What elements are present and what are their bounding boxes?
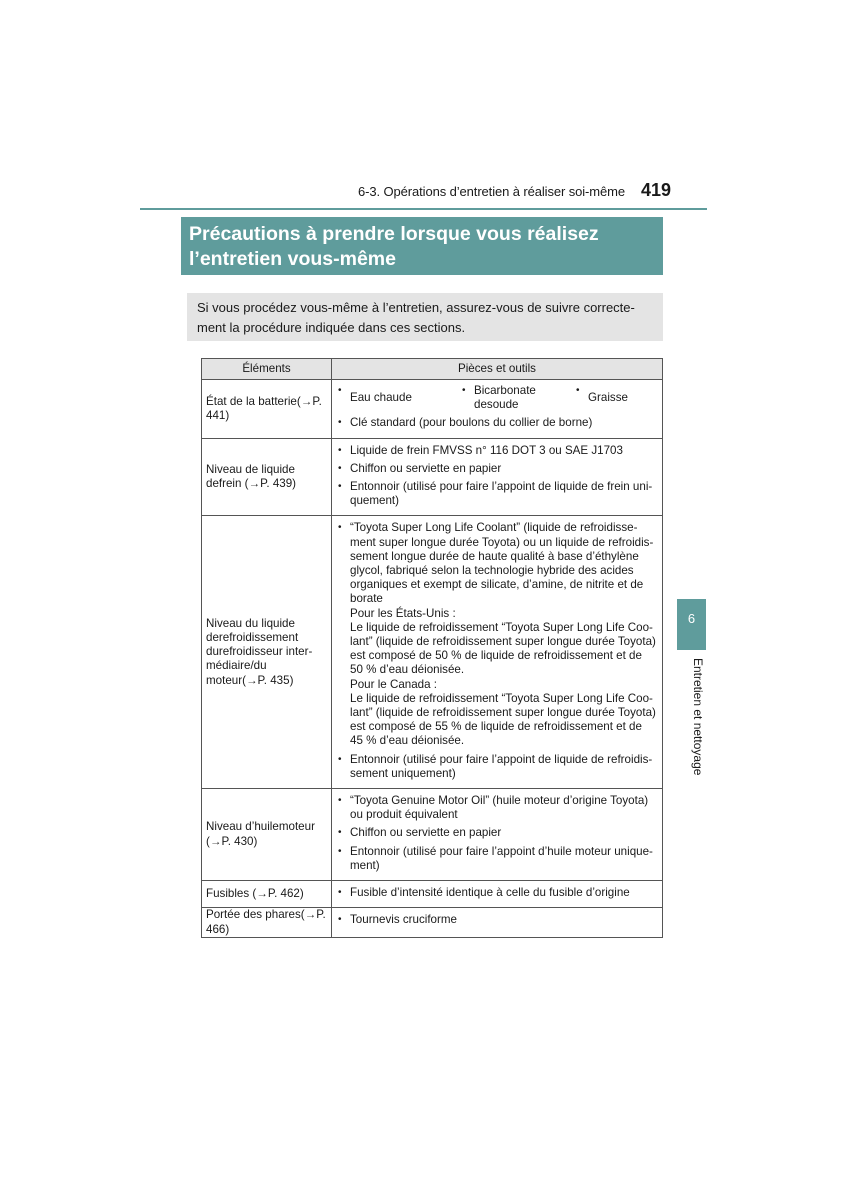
parts-cell: [332, 516, 663, 789]
page-number: 419: [640, 180, 671, 200]
element-line: Niveau de liquide de: [206, 462, 295, 491]
element-line: Fusibles (→P. 462): [206, 887, 304, 901]
item-line: borate: [350, 592, 383, 606]
item-line: glycol, fabriqué selon la technologie hybride des acides: [350, 564, 634, 578]
item-line: sement uniquement): [350, 766, 456, 780]
intro-note: [187, 293, 663, 341]
item-line: Bicarbonate de: [474, 384, 536, 412]
section-heading: [181, 217, 663, 275]
item-line: Pour les États-Unis :: [350, 606, 456, 620]
table-row: [202, 380, 663, 439]
item-line: • Entonnoir (utilisé pour faire l’appoint d’huile moteur unique-: [350, 844, 653, 858]
section-title: 6-3. Opérations d’entretien à réaliser soi-même: [358, 184, 625, 199]
item-line: quement): [350, 494, 399, 508]
item-line: • Liquide de frein FMVSS n° 116 DOT 3 ou SAE J1703: [350, 443, 623, 457]
item-line: Pour le Canada :: [350, 677, 438, 691]
item-line: lant” (liquide de refroidissement super longue durée Toyota): [350, 706, 656, 720]
bullet-item: [460, 384, 574, 412]
item-line: lant” (liquide de refroidissement super longue durée Toyota): [350, 635, 656, 649]
heading-line-2: l’entretien vous-même: [189, 248, 396, 270]
item-line: est composé de 50 % de liquide de refroidissement et de: [350, 649, 642, 663]
element-line: frein (→P. 439): [218, 477, 297, 491]
element-line: Niveau du liquide de: [206, 616, 295, 644]
item-line: ment): [350, 858, 380, 872]
element-line: (→P. 466): [206, 908, 326, 936]
bullet-item: [336, 480, 656, 508]
item-line: Le liquide de refroidissement “Toyota Super Long Life Coo-: [350, 620, 653, 634]
element-cell: [202, 380, 332, 439]
bullet-item: [336, 886, 656, 900]
table-row: [202, 881, 663, 908]
item-line: Graisse: [588, 391, 628, 404]
item-line: est composé de 55 % de liquide de refroidissement et de: [350, 720, 642, 734]
parts-cell: [332, 438, 663, 516]
item-line: Le liquide de refroidissement “Toyota Super Long Life Coo-: [350, 691, 653, 705]
element-line: médiaire/du moteur: [206, 659, 267, 687]
inline-bullet-group: [336, 384, 656, 412]
column-header-parts: Pièces et outils: [332, 359, 663, 380]
item-line: • “Toyota Super Long Life Coolant” (liquide de refroidisse-: [350, 521, 638, 535]
bullet-item: [336, 444, 656, 458]
element-cell: [202, 908, 332, 937]
parts-cell: [332, 908, 663, 937]
item-line: • “Toyota Genuine Motor Oil” (huile moteur d’origine Toyota): [350, 794, 649, 808]
item-line: ment super longue durée Toyota) ou un liquide de refroidis-: [350, 535, 654, 549]
item-line: Eau chaude: [350, 391, 412, 404]
item-line: • Chiffon ou serviette en papier: [350, 461, 502, 475]
item-line: • Tournevis cruciforme: [350, 913, 457, 927]
chapter-number: 6: [687, 611, 696, 626]
bullet-item: [336, 794, 656, 822]
item-line: • Entonnoir (utilisé pour faire l’appoint de liquide de refroidis-: [350, 752, 653, 766]
element-cell: [202, 789, 332, 881]
item-line: • Entonnoir (utilisé pour faire l’appoint de liquide de frein uni-: [350, 480, 653, 494]
item-line: 45 % d’eau déionisée.: [350, 734, 465, 748]
parts-cell: [332, 789, 663, 881]
table-row: [202, 516, 663, 789]
page-header: [140, 180, 707, 210]
element-cell: [202, 438, 332, 516]
table-row: [202, 438, 663, 516]
element-line: refroidissement du: [206, 630, 299, 659]
table-row: [202, 789, 663, 881]
element-line: moteur (→P. 430): [206, 820, 315, 848]
heading-line-1: Précautions à prendre lorsque vous réalisez: [189, 223, 599, 245]
table-row: [202, 908, 663, 937]
element-line: (→P. 441): [206, 394, 322, 422]
element-cell: [202, 881, 332, 908]
chapter-tab: [677, 599, 706, 650]
element-line: refroidisseur inter-: [218, 645, 313, 659]
element-line: État de la batterie: [206, 394, 297, 408]
bullet-item: [336, 384, 460, 405]
parts-cell: [332, 380, 663, 439]
item-line: ou produit équivalent: [350, 808, 458, 822]
bullet-item: [336, 826, 656, 840]
element-line: (→P. 435): [242, 673, 294, 687]
bullet-item: [574, 384, 628, 405]
item-line: 50 % d’eau déionisée.: [350, 663, 465, 677]
element-line: Portée des phares: [206, 908, 301, 922]
parts-cell: [332, 881, 663, 908]
bullet-item: [336, 753, 656, 781]
maintenance-table: [201, 358, 663, 938]
item-line: • Fusible d’intensité identique à celle du fusible d’origine: [350, 886, 630, 900]
chapter-label: Entretien et nettoyage: [691, 658, 705, 776]
column-header-elements: Éléments: [202, 359, 332, 380]
bullet-item: [336, 462, 656, 476]
bullet-item: [336, 416, 656, 430]
item-line: organiques et exempt de silicate, d’amine, de nitrite et de: [350, 578, 644, 592]
bullet-item: [336, 521, 656, 748]
item-line: • Clé standard (pour boulons du collier de borne): [350, 416, 593, 430]
intro-line-2: ment la procédure indiquée dans ces sections.: [197, 320, 466, 335]
item-line: sement longue durée de haute qualité à base d’éthylène: [350, 549, 639, 563]
bullet-item: [336, 845, 656, 873]
element-cell: [202, 516, 332, 789]
bullet-item: [336, 913, 656, 927]
table-header-row: [202, 359, 663, 380]
element-line: Niveau d’huile: [206, 820, 279, 834]
item-line: soude: [486, 398, 519, 412]
item-line: • Chiffon ou serviette en papier: [350, 826, 502, 840]
intro-line-1: Si vous procédez vous-même à l’entretien, assurez-vous de suivre correcte-: [197, 300, 635, 315]
